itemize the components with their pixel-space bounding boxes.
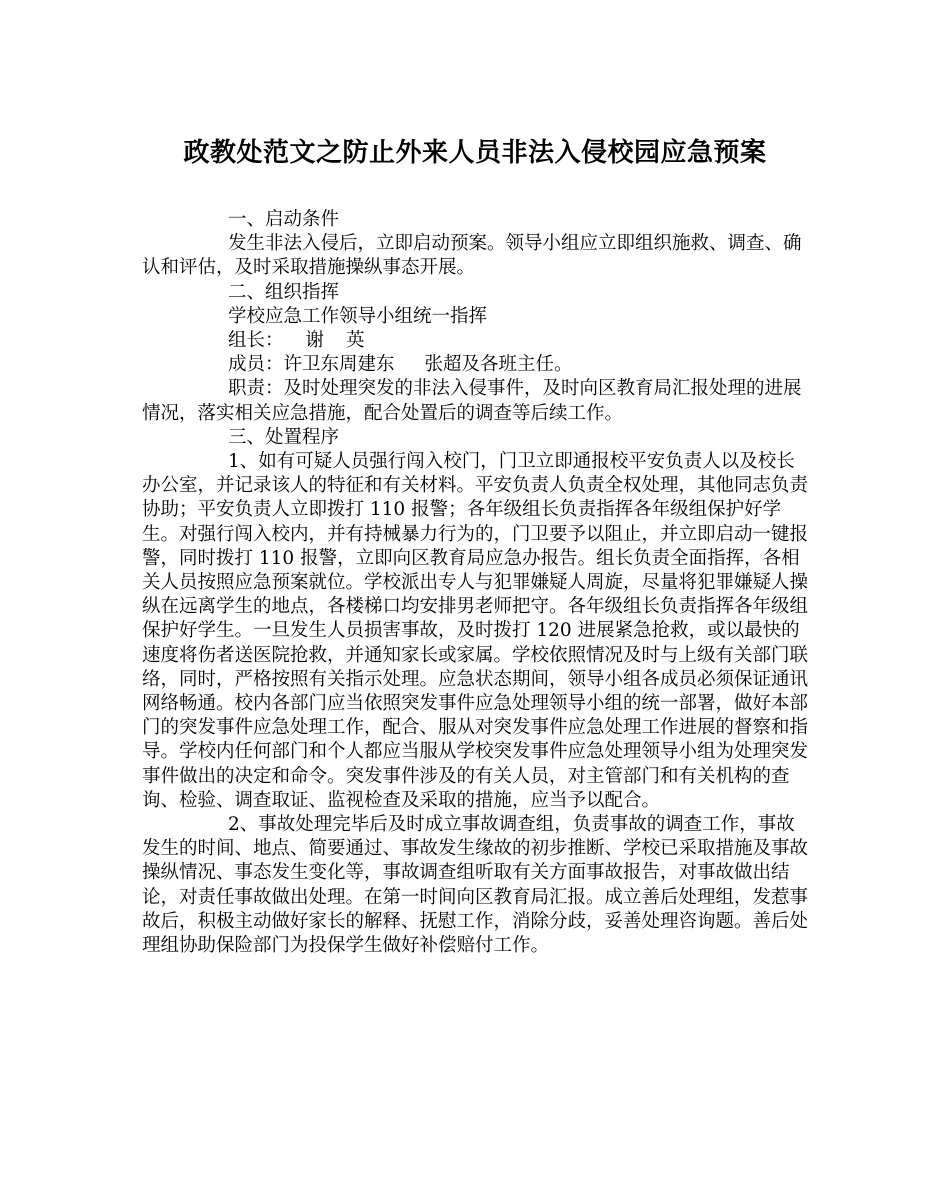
paragraph-leader	[142, 329, 810, 353]
paragraph-procedure-1: 1、如有可疑人员强行闯入校门，门卫立即通报校平安负责人以及校长办公室，并记录该人的特征和有关材料。平安负责人负责全权处理，其他同志负责协助；平安负责人立即拨打 110 报警；各年级组长负责指挥各年级组保护好学生。对强行闯入校内，并有持械暴力行为的，门卫要予以阻止，并立即启动一键报警，同时拨打 110 报警，立即向区教育局应急办报告。组长负责全面指挥，各相关人员按照应急预案就位。学校派出专人与犯罪嫌疑人周旋，尽量将犯罪嫌疑人操纵在远离学生的地点，各楼梯口均安排男老师把守。各年级组长负责指挥各年级组保护好学生。一旦发生人员损害事故，及时拨打 120 进展紧急抢救，或以最快的速度将伤者送医院抢救，并通知家长或家属。学校依照情况及时与上级有关部门联络，同时，严格按照有关指示处理。应急状态期间，领导小组各成员必须保证通讯网络畅通。校内各部门应当依照突发事件应急处理领导小组的统一部署，做好本部门的突发事件应急处理工作，配合、服从对突发事件应急处理工作进展的督察和指导。学校内任何部门和个人都应当服从学校突发事件应急处理领导小组为处理突发事件做出的决定和命令。突发事件涉及的有关人员，对主管部门和有关机构的查询、检验、调查取证、监视检查及采取的措施，应当予以配合。	[142, 451, 809, 811]
document-title: 政教处范文之防止外来人员非法入侵校园应急预案	[183, 138, 767, 168]
members-rest: 张超及各班主任。	[424, 354, 573, 376]
paragraph-start-conditions: 发生非法入侵后，立即启动预案。领导小组应立即组织施救、调查、确认和评估，及时采取措施操纵事态开展。	[142, 233, 802, 279]
paragraph-command-line: 学校应急工作领导小组统一指挥	[228, 305, 488, 327]
leader-label: 组长：	[228, 330, 284, 352]
paragraph-procedure-2: 2、事故处理完毕后及时成立事故调查组，负责事故的调查工作，事故发生的时间、地点、简要通过、事故发生缘故的初步推断、学校已采取措施及事故操纵情况、事态发生变化等，事故调查组听取有关方面事故报告，对事故做出结论，对责任事故做出处理。在第一时间向区教育局汇报。成立善后处理组，发惹事故后，积极主动做好家长的解释、抚慰工作，消除分歧，妥善处理咨询题。善后处理组协助保险部门为投保学生做好补偿赔付工作。	[142, 814, 809, 957]
leader-given-name: 英	[346, 330, 365, 352]
section-heading-organization: 二、组织指挥	[228, 281, 340, 303]
section-heading-start-conditions: 一、启动条件	[228, 209, 340, 230]
leader-surname: 谢	[305, 330, 325, 352]
paragraph-members	[142, 353, 810, 377]
paragraph-duties: 职责：及时处理突发的非法入侵事件，及时向区教育局汇报处理的进展情况，落实相关应急措施，配合处置后的调查等后续工作。	[142, 378, 802, 424]
document-body	[142, 208, 810, 958]
members-label: 成员：许卫东周建东	[228, 354, 395, 376]
section-heading-procedure: 三、处置程序	[228, 426, 340, 448]
